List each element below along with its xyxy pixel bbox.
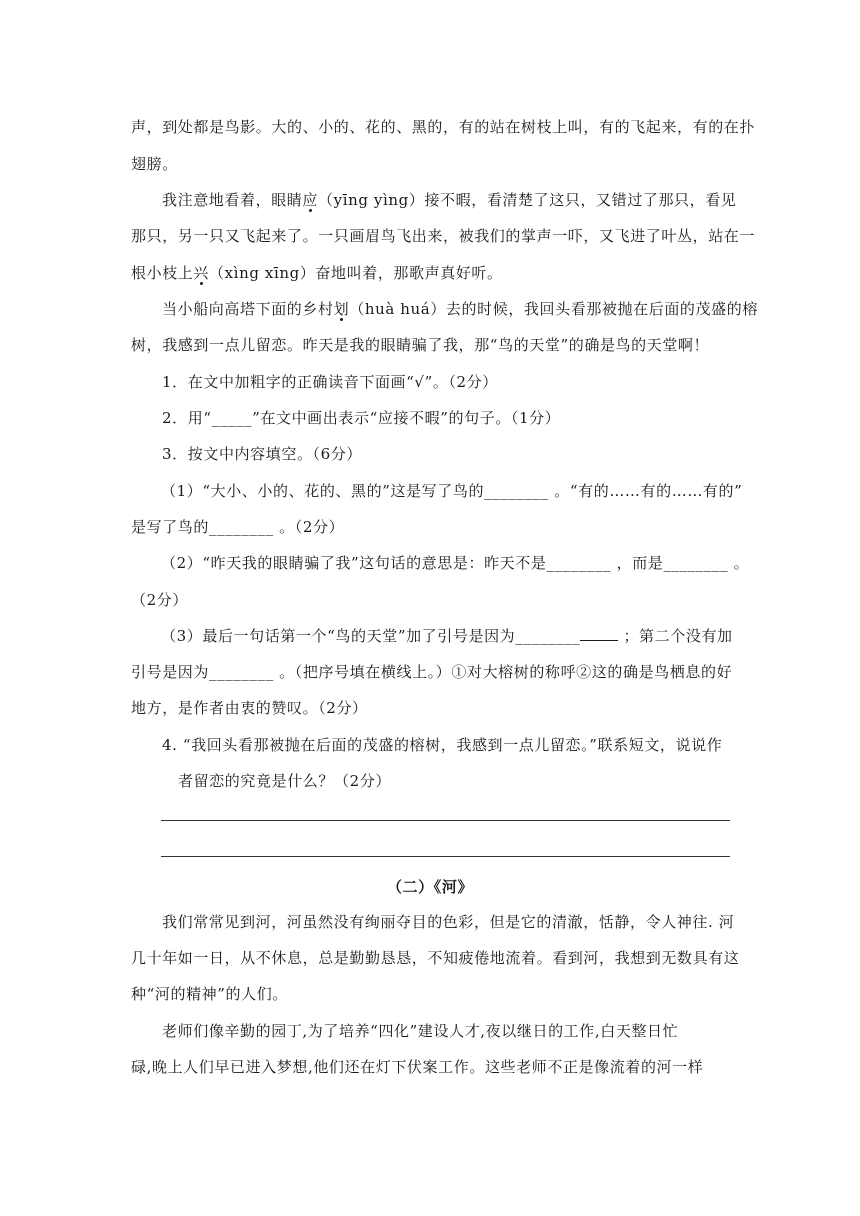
question-4-cont: 者留恋的究竟是什么？（2分） [178,772,391,790]
emphasized-char: 兴 [193,264,210,282]
question-3: 3．按文中内容填空。（6分） [162,445,362,463]
question-1: 1．在文中加粗字的正确读音下面画“√”。（2分） [162,373,498,391]
paragraph-line: 老师们像辛勤的园丁,为了培养“四化”建设人才,夜以继日的工作,白天整日忙 [162,1022,679,1040]
paragraph-line: 几十年如一日，从不休息，总是勤勤恳恳，不知疲倦地流着。看到河，我想到无数具有这 [131,949,740,967]
answer-line[interactable] [161,856,730,857]
passage-line: 当小船向高塔下面的乡村划（huà huá）去的时候，我回头看那被抛在后面的茂盛的榕 [162,300,758,318]
emphasized-char: 划 [333,300,350,318]
answer-blank [580,626,618,641]
question-3-2: （2）“昨天我的眼睛骗了我”这句话的意思是：昨天不是________ ，而是________ 。 [161,554,750,572]
passage-line: 我注意地看着，眼睛应（yīng yìng）接不暇，看清楚了这只，又错过了那只，看见 [162,191,737,209]
question-3-1-cont: 是写了鸟的________ 。（2分） [131,518,345,536]
passage-line: 翅膀。 [131,155,178,173]
section-title: （二）《河》 [386,878,474,896]
paragraph-line: 我们常常见到河，河虽然没有绚丽夺目的色彩，但是它的清澈，恬静，令人神往. 河 [162,913,735,931]
question-3-3-cont: 引号是因为________ 。（把序号填在横线上。）①对大榕树的称呼②这的确是鸟栖息的好 [131,663,733,681]
emphasized-char: 应 [302,191,319,209]
paragraph-line: 种“河的精神”的人们。 [131,985,288,1003]
paragraph-line: 碌,晚上人们早已进入梦想,他们还在灯下伏案工作。这些老师不正是像流着的河一样 [131,1058,704,1076]
question-3-1: （1）“大小、小的、花的、黑的”这是写了鸟的________ 。“有的……有的……有的” [161,482,743,500]
passage-line: 根小枝上兴（xìng xīng）奋地叫着，那歌声真好听。 [131,264,503,282]
question-3-2-cont: （2分） [131,591,188,609]
passage-line: 声，到处都是鸟影。大的、小的、花的、黑的，有的站在树枝上叫，有的飞起来，有的在扑 [131,118,756,136]
question-3-3: （3）最后一句话第一个“鸟的天堂”加了引号是因为________ ；第二个没有加 [161,627,733,645]
passage-line: 那只，另一只又飞起来了。一只画眉鸟飞出来，被我们的掌声一吓，又飞进了叶丛，站在一 [131,227,756,245]
question-4: 4. “我回头看那被抛在后面的茂盛的榕树，我感到一点儿留恋。”联系短文，说说作 [162,736,723,754]
passage-line: 树，我感到一点儿留恋。昨天是我的眼睛骗了我，那“鸟的天堂”的确是鸟的天堂啊！ [131,336,710,354]
question-3-3-cont: 地方，是作者由衷的赞叹。（2分） [131,699,368,717]
answer-line[interactable] [161,820,730,821]
question-2: 2．用“_____”在文中画出表示“应接不暇”的句子。（1分） [162,409,561,427]
